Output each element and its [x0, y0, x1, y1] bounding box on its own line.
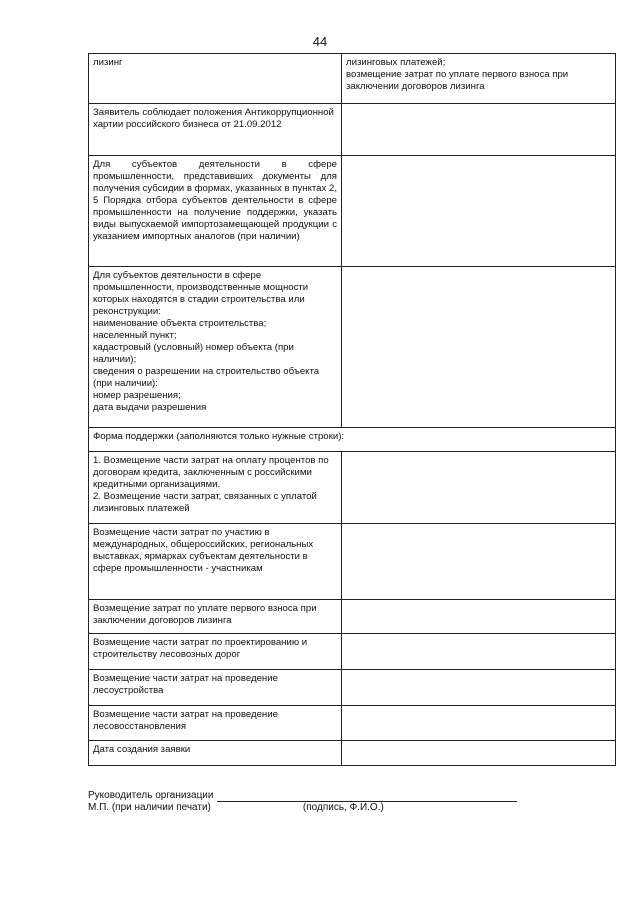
head-of-organization-label: Руководитель организации: [88, 790, 214, 801]
row-value-leasing: лизинговых платежей; возмещение затрат по уплате первого взноса при заключении договоров лизинга: [342, 54, 616, 104]
table-row: [89, 600, 616, 634]
table-row: [89, 156, 616, 267]
row-label-forest-management: Возмещение части затрат на проведение лесоустройства: [89, 670, 342, 706]
row-value-exhibitions[interactable]: [342, 524, 616, 600]
page-number: 44: [312, 34, 328, 49]
signature-block: [88, 790, 548, 814]
row-label-import-substitution: Для субъектов деятельности в сфере промышленности, представивших документы для получения субсидии в формах, указанных в пунктах 2, 5 Порядка отбора субъектов деятельности в сфере промышленности на получение поддержки, указать виды выпускаемой импортозамещающей продукции с указанием импортных аналогов (при наличии): [89, 156, 342, 267]
table-row: [89, 670, 616, 706]
row-label-credit-leasing: 1. Возмещение части затрат на оплату процентов по договорам кредита, заключенным с российскими кредитными организациями. 2. Возмещение части затрат, связанных с уплатой лизинговых платежей: [89, 452, 342, 524]
row-label-construction: Для субъектов деятельности в сфере промышленности, производственные мощности которых находятся в стадии строительства или реконструкции: наименование объекта строительства; населенный пункт; кадастровый (условный) номер объекта (при наличии); сведения о разрешении на строительство объекта (при наличии): номер разрешения; дата выдачи разрешения: [89, 267, 342, 428]
row-value-construction[interactable]: [342, 267, 616, 428]
table-row: [89, 104, 616, 156]
row-value-import-substitution[interactable]: [342, 156, 616, 267]
row-value-credit-leasing[interactable]: [342, 452, 616, 524]
stamp-label: М.П. (при наличии печати): [88, 802, 211, 813]
table-row: [89, 524, 616, 600]
row-label-leasing: лизинг: [89, 54, 342, 104]
table-row: [89, 452, 616, 524]
row-value-forest-roads[interactable]: [342, 634, 616, 670]
row-label-application-date: Дата создания заявки: [89, 741, 342, 766]
row-label-exhibitions: Возмещение части затрат по участию в международных, общероссийских, региональных выставках, ярмарках субъектам деятельности в сфере промышленности - участникам: [89, 524, 342, 600]
row-value-forest-management[interactable]: [342, 670, 616, 706]
support-form-heading: Форма поддержки (заполняются только нужные строки):: [89, 428, 616, 452]
table-row: [89, 54, 616, 104]
table-row: [89, 634, 616, 670]
row-value-anticorruption[interactable]: [342, 104, 616, 156]
application-form-table: [88, 53, 616, 766]
table-row: [89, 267, 616, 428]
row-value-application-date[interactable]: [342, 741, 616, 766]
table-row: [89, 428, 616, 452]
table-row: [89, 741, 616, 766]
table-row: [89, 706, 616, 741]
row-label-anticorruption: Заявитель соблюдает положения Антикоррупционной хартии российского бизнеса от 21.09.2012: [89, 104, 342, 156]
signature-line[interactable]: [217, 791, 517, 802]
row-value-first-payment[interactable]: [342, 600, 616, 634]
row-label-forest-roads: Возмещение части затрат по проектированию и строительству лесовозных дорог: [89, 634, 342, 670]
row-value-reforestation[interactable]: [342, 706, 616, 741]
row-label-first-payment: Возмещение затрат по уплате первого взноса при заключении договоров лизинга: [89, 600, 342, 634]
row-label-reforestation: Возмещение части затрат на проведение лесовосстановления: [89, 706, 342, 741]
signature-hint: (подпись, Ф.И.О.): [302, 802, 384, 813]
